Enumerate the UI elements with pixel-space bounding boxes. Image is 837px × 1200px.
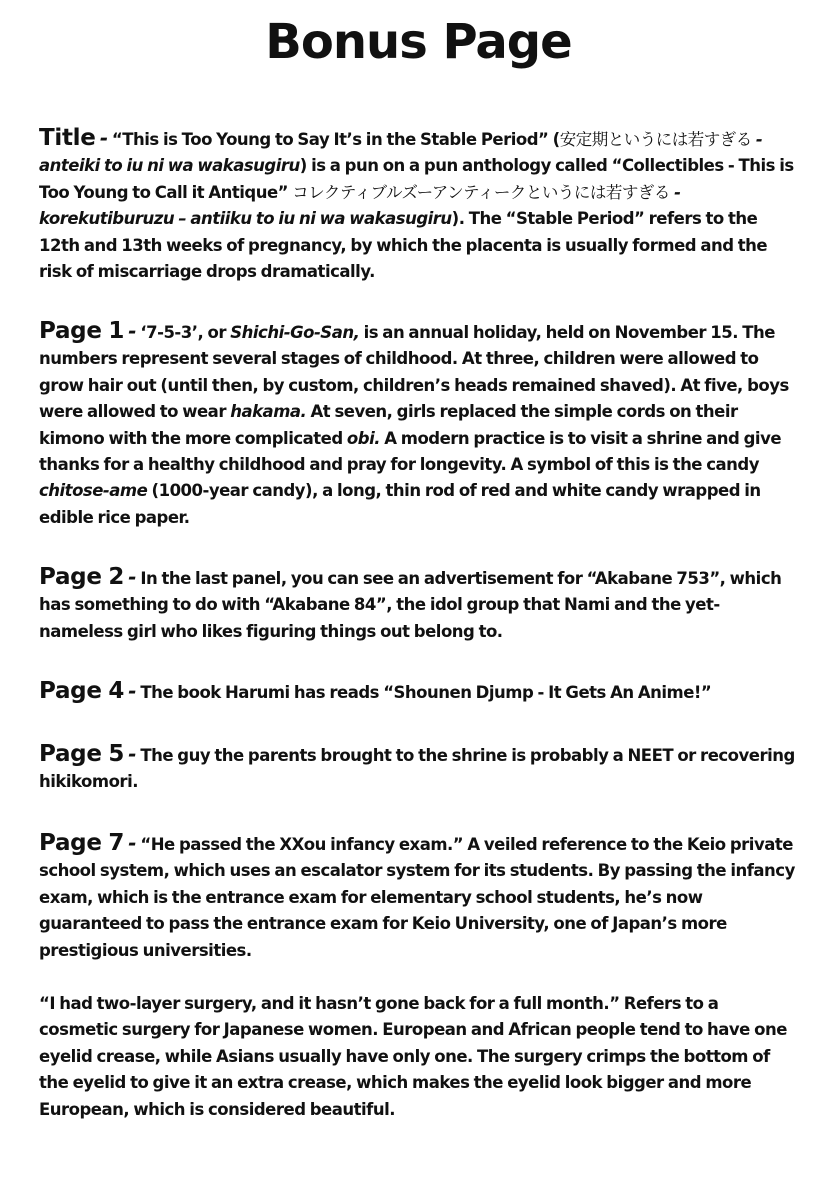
note-dash: - <box>128 565 137 589</box>
italic-term: hakama. <box>230 402 307 422</box>
note-text: A modern practice is to visit a shrine and give thanks for a healthy childhood and pray for longevity. A symbol of this is the candy <box>39 428 782 475</box>
note-label: Page 1 <box>39 318 125 344</box>
note-text: “He passed the XXou infancy exam.” A veiled reference to the Keio private school system, which uses an escalator system for its students. By passing the infancy exam, which is the entrance exam for elementary school students, he’s now guaranteed to pass the entrance exam for Keio University, one of Japan’s more prestigious universities. <box>39 835 795 960</box>
note-page-7 <box>39 830 801 964</box>
note-dash: - <box>128 742 137 766</box>
note-label: Page 4 <box>39 678 125 704</box>
note-page-5 <box>39 741 801 796</box>
note-text: In the last panel, you can see an advertisement for “Akabane 753”, which has something to do with “Akabane 84”, the idol group that Nami and the yet-nameless girl who likes figuring things out belong to. <box>39 569 782 641</box>
japanese-text: コレクティブルズーアンティークというには若すぎる <box>292 182 670 202</box>
note-page-7-continued <box>39 991 801 1123</box>
note-page-2 <box>39 564 801 645</box>
note-dash: - <box>99 126 108 150</box>
japanese-text: 安定期というには若すぎる <box>559 130 752 149</box>
note-label: Page 5 <box>39 741 125 767</box>
note-label: Page 2 <box>39 564 125 590</box>
note-text: At seven, girls replaced the simple cords on their kimono with the more complicated <box>39 402 738 448</box>
note-text: is an annual holiday, held on November 15. The numbers represent several stages of childhood. At three, children were allowed to grow hair out (until then, by custom, children’s heads remained shaved). At five, boys were allowed to wear <box>39 323 789 422</box>
italic-term: Shichi-Go-San, <box>230 323 360 342</box>
romaji-text: - korekutiburuzu – antiiku to iu ni wa wakasugiru <box>39 182 681 229</box>
note-title <box>39 125 801 285</box>
note-text: “This is Too Young to Say It’s in the Stable Period” <box>111 130 549 149</box>
page-title: Bonus Page <box>265 14 572 70</box>
note-label: Page 7 <box>39 830 125 856</box>
note-page-1 <box>39 318 801 531</box>
note-text: ). The “Stable Period” refers to the 12th and 13th weeks of pregnancy, by which the placenta is usually formed and the risk of miscarriage drops dramatically. <box>39 209 768 282</box>
note-text: The guy the parents brought to the shrine is probably a NEET or recovering hikikomori. <box>39 746 795 792</box>
note-label: Title <box>39 125 96 151</box>
note-page-4 <box>39 678 801 706</box>
note-text: (1000-year candy), a long, thin rod of red and white candy wrapped in edible rice paper. <box>39 481 761 527</box>
note-text: ( <box>552 130 560 149</box>
note-text: ‘7-5-3’, or <box>140 323 231 342</box>
note-text: “I had two-layer surgery, and it hasn’t gone back for a full month.” Refers to a cosmetic surgery for Japanese women. European and African people tend to have one eyelid crease, while Asians usually have only one. The surgery crimps the bottom of the eyelid to give it an extra crease, which makes the eyelid look bigger and more European, which is considered beautiful. <box>39 994 787 1119</box>
note-dash: - <box>128 831 137 855</box>
note-dash: - <box>128 319 137 343</box>
italic-term: obi. <box>346 428 380 448</box>
note-text: ) is a pun on a pun anthology called “Collectibles - This is Too Young to Call it Antique” <box>39 156 794 202</box>
note-dash: - <box>128 679 137 703</box>
note-text: The book Harumi has reads “Shounen Djump - It Gets An Anime!” <box>140 683 712 702</box>
italic-term: chitose-ame <box>39 481 148 501</box>
romaji-text: - anteiki to iu ni wa wakasugiru <box>39 130 763 176</box>
